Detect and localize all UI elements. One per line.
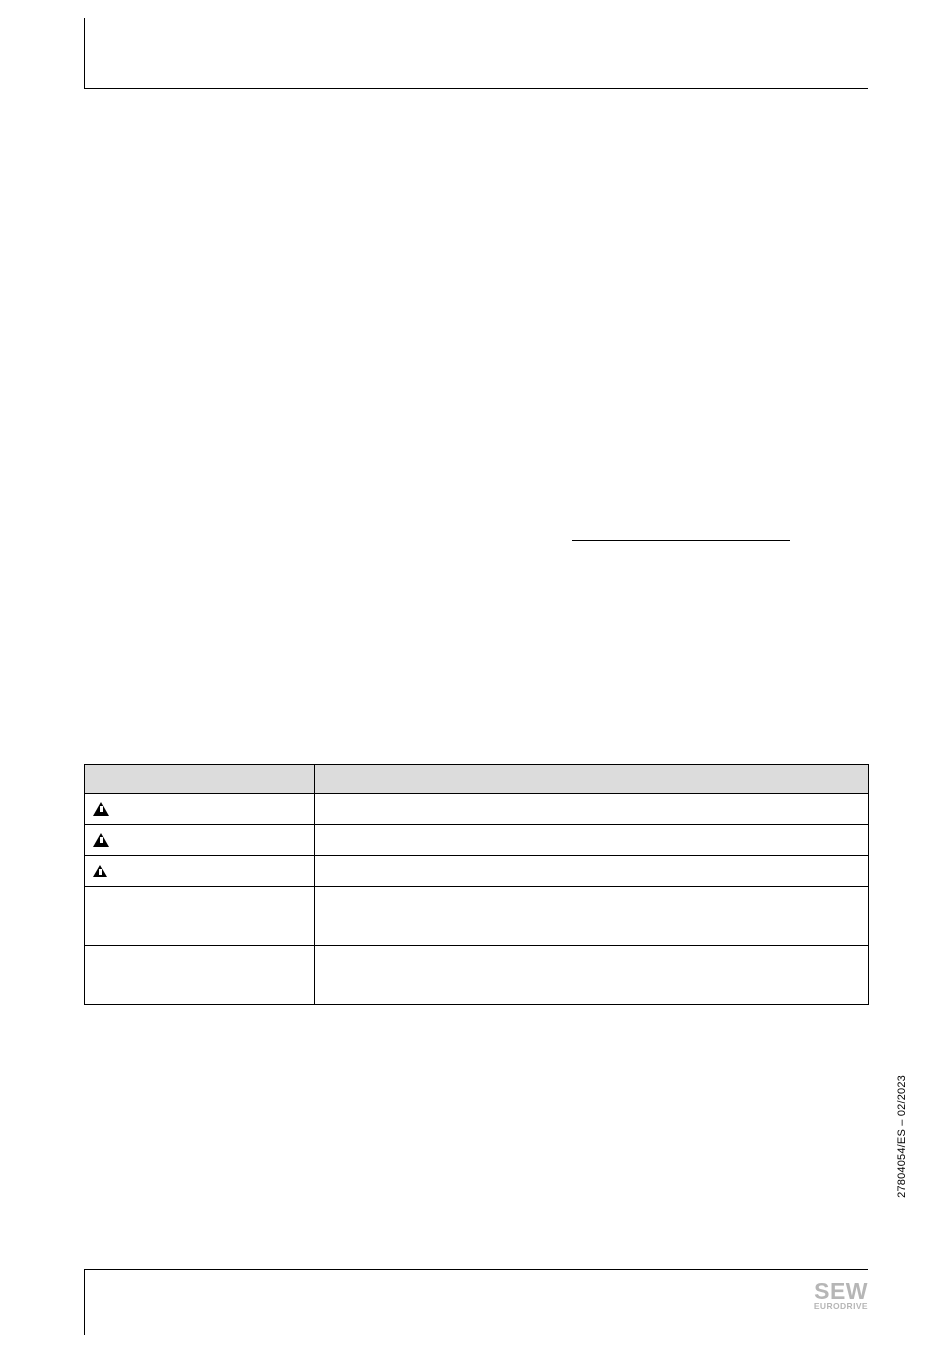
warning-triangle-icon [93,865,107,877]
warning-triangle-icon [93,833,109,847]
sew-eurodrive-logo [788,1280,868,1311]
header-rule [84,88,868,89]
logo-sub-text: EURODRIVE [813,1301,868,1311]
meaning-cell [315,856,869,887]
footer-rule [84,1269,868,1270]
table-row [85,887,869,946]
inline-underline-rule [572,540,790,541]
signs-legend-table [84,764,869,1005]
warning-triangle-icon [93,802,109,816]
sign-cell [85,794,315,825]
column-header-meaning [315,765,869,794]
document-number-sidebar: 27804054/ES – 02/2023 [896,1075,908,1198]
table-header [85,765,869,794]
meaning-cell [315,825,869,856]
sign-cell [85,946,315,1005]
table-row [85,825,869,856]
table-header-row [85,765,869,794]
sign-cell [85,887,315,946]
table-row [85,946,869,1005]
footer-left-tick [84,1269,85,1335]
table-row [85,794,869,825]
header-left-tick [84,18,85,89]
meaning-cell [315,794,869,825]
table-row [85,856,869,887]
sign-cell [85,825,315,856]
meaning-cell [315,946,869,1005]
column-header-sign [85,765,315,794]
sign-cell [85,856,315,887]
logo-main-text: SEW [814,1278,868,1304]
meaning-cell [315,887,869,946]
table-body [85,794,869,1005]
